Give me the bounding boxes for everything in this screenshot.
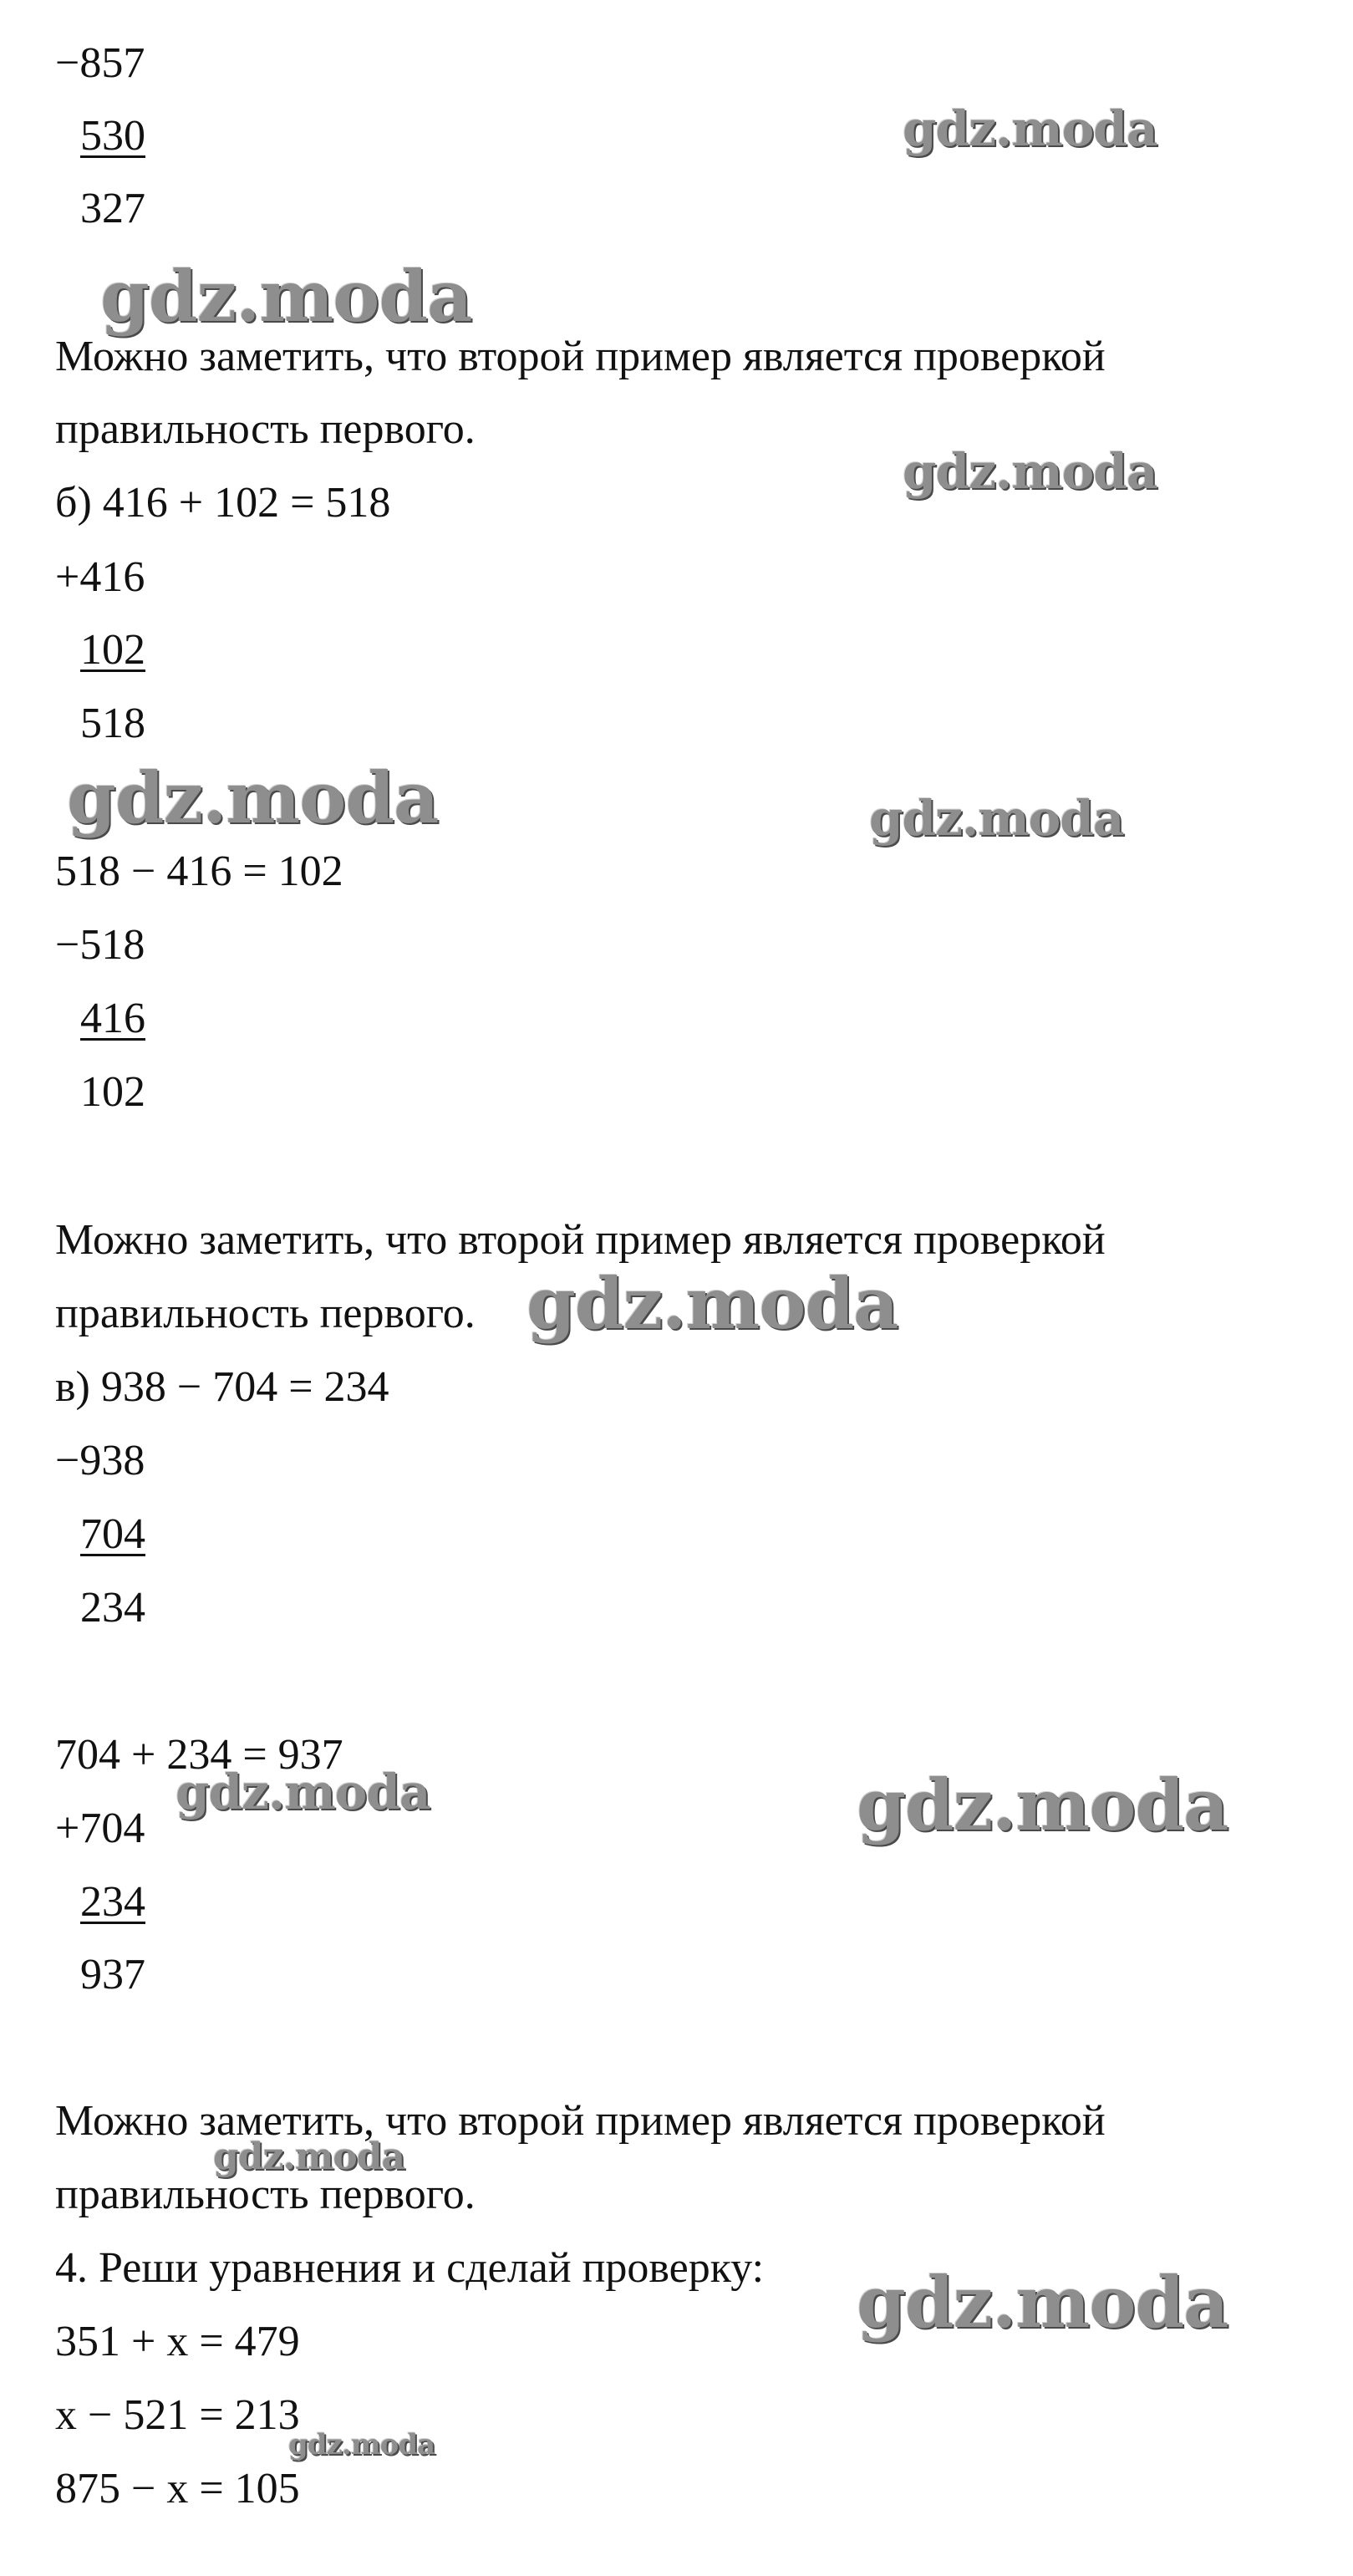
note-text: правильность первого. xyxy=(55,2171,476,2218)
equation: 875 − x = 105 xyxy=(55,2465,300,2512)
column-result: 327 xyxy=(80,185,145,232)
watermark: gdz.moda xyxy=(67,756,439,839)
note-text: Можно заметить, что второй пример является проверкой xyxy=(55,2097,1106,2145)
note-text: правильность первого. xyxy=(55,405,476,453)
watermark: gdz.moda xyxy=(288,2428,435,2461)
watermark: gdz.moda xyxy=(903,100,1157,157)
equation: 351 + x = 479 xyxy=(55,2318,300,2365)
check-equation: 704 + 234 = 937 xyxy=(55,1731,343,1779)
column-minuend: −938 xyxy=(55,1437,145,1484)
column-minuend: −518 xyxy=(55,921,145,969)
watermark: gdz.moda xyxy=(213,2136,405,2178)
exercise-v-equation: в) 938 − 704 = 234 xyxy=(55,1363,389,1411)
note-text: Можно заметить, что второй пример является проверкой xyxy=(55,1216,1106,1264)
column-addend: +416 xyxy=(55,553,145,601)
watermark: gdz.moda xyxy=(175,1764,430,1820)
check-equation: 518 − 416 = 102 xyxy=(55,848,343,895)
column-minuend: −857 xyxy=(55,39,145,87)
column-subtrahend: 416 xyxy=(80,995,145,1042)
note-text: правильность первого. xyxy=(55,1290,476,1337)
column-result: 518 xyxy=(80,700,145,747)
watermark: gdz.moda xyxy=(869,790,1124,847)
task-4-heading: 4. Реши уравнения и сделай проверку: xyxy=(55,2244,765,2292)
exercise-b-equation: б) 416 + 102 = 518 xyxy=(55,479,391,527)
watermark: gdz.moda xyxy=(903,443,1157,500)
column-subtrahend: 704 xyxy=(80,1510,145,1558)
column-addend: 102 xyxy=(80,626,145,674)
column-result: 937 xyxy=(80,1951,145,1998)
equation: x − 521 = 213 xyxy=(55,2391,300,2439)
column-addend: +704 xyxy=(55,1805,145,1852)
watermark: gdz.moda xyxy=(857,1764,1228,1846)
watermark: gdz.moda xyxy=(526,1262,898,1345)
watermark: gdz.moda xyxy=(100,255,472,338)
column-result: 234 xyxy=(80,1584,145,1632)
note-text: Можно заметить, что второй пример является проверкой xyxy=(55,333,1106,380)
column-result: 102 xyxy=(80,1068,145,1116)
column-addend: 234 xyxy=(80,1878,145,1926)
column-subtrahend: 530 xyxy=(80,112,145,160)
watermark: gdz.moda xyxy=(857,2261,1228,2344)
